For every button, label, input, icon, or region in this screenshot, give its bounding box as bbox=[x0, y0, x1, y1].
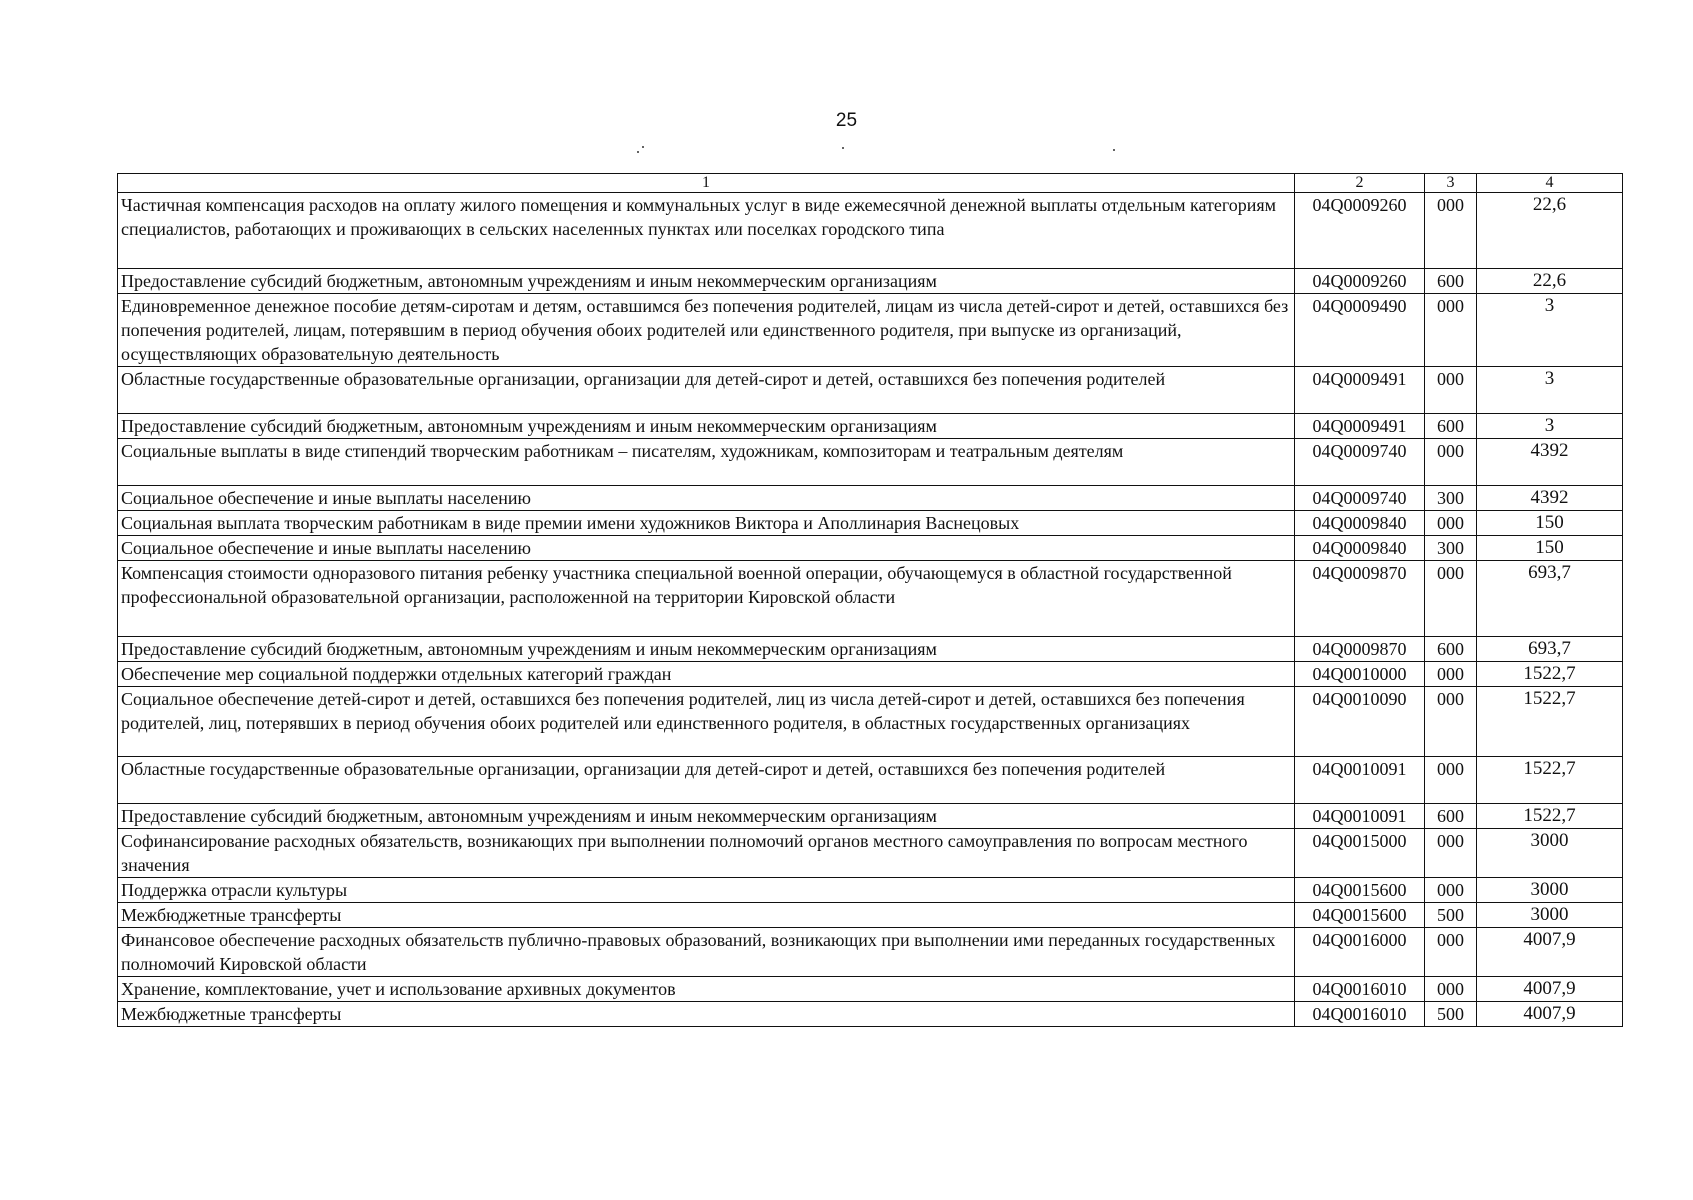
table-row bbox=[118, 687, 1623, 757]
row-expense-type: 000 bbox=[1425, 757, 1477, 804]
row-code: 04Q0010000 bbox=[1295, 662, 1425, 687]
row-amount: 1522,7 bbox=[1477, 662, 1623, 687]
table-row bbox=[118, 536, 1623, 561]
row-code: 04Q0010091 bbox=[1295, 804, 1425, 829]
scan-speck bbox=[637, 151, 639, 153]
row-expense-type: 000 bbox=[1425, 561, 1477, 637]
row-code: 04Q0016010 bbox=[1295, 1002, 1425, 1027]
row-amount: 4392 bbox=[1477, 439, 1623, 486]
row-amount: 4007,9 bbox=[1477, 977, 1623, 1002]
row-expense-type: 000 bbox=[1425, 193, 1477, 269]
row-expense-type: 000 bbox=[1425, 662, 1477, 687]
row-amount: 4007,9 bbox=[1477, 1002, 1623, 1027]
row-code: 04Q0009740 bbox=[1295, 439, 1425, 486]
row-amount: 3 bbox=[1477, 294, 1623, 367]
row-amount: 3 bbox=[1477, 414, 1623, 439]
table-row bbox=[118, 757, 1623, 804]
row-amount: 150 bbox=[1477, 511, 1623, 536]
row-description: Предоставление субсидий бюджетным, автономным учреждениям и иным некоммерческим организациям bbox=[118, 637, 1295, 662]
table-row bbox=[118, 511, 1623, 536]
row-amount: 4392 bbox=[1477, 486, 1623, 511]
row-expense-type: 000 bbox=[1425, 977, 1477, 1002]
table-row bbox=[118, 662, 1623, 687]
page-number: 25 bbox=[835, 110, 858, 131]
row-code: 04Q0009870 bbox=[1295, 561, 1425, 637]
row-code: 04Q0010091 bbox=[1295, 757, 1425, 804]
table-row bbox=[118, 486, 1623, 511]
row-description: Единовременное денежное пособие детям-сиротам и детям, оставшимся без попечения родителей, лицам из числа детей-сирот и детей, оставшихся без попечения родителей, лицам, потерявшим в период обучения обоих родителей или единственного родителя, при выпуске из организаций, осуществляющих образовательную деятельность bbox=[118, 294, 1295, 367]
row-amount: 1522,7 bbox=[1477, 804, 1623, 829]
row-description: Обеспечение мер социальной поддержки отдельных категорий граждан bbox=[118, 662, 1295, 687]
row-expense-type: 600 bbox=[1425, 414, 1477, 439]
row-code: 04Q0009740 bbox=[1295, 486, 1425, 511]
table-row bbox=[118, 439, 1623, 486]
row-code: 04Q0009870 bbox=[1295, 637, 1425, 662]
row-code: 04Q0009840 bbox=[1295, 511, 1425, 536]
row-amount: 693,7 bbox=[1477, 561, 1623, 637]
table-row bbox=[118, 977, 1623, 1002]
row-description: Софинансирование расходных обязательств, возникающих при выполнении полномочий органов местного самоуправления по вопросам местного значения bbox=[118, 829, 1295, 878]
row-amount: 22,6 bbox=[1477, 193, 1623, 269]
table-row bbox=[118, 804, 1623, 829]
table-body bbox=[118, 193, 1623, 1027]
row-amount: 22,6 bbox=[1477, 269, 1623, 294]
row-amount: 3000 bbox=[1477, 829, 1623, 878]
table-row bbox=[118, 193, 1623, 269]
row-expense-type: 000 bbox=[1425, 511, 1477, 536]
row-description: Социальное обеспечение и иные выплаты населению bbox=[118, 536, 1295, 561]
row-code: 04Q0015600 bbox=[1295, 878, 1425, 903]
row-description: Социальное обеспечение и иные выплаты населению bbox=[118, 486, 1295, 511]
row-expense-type: 600 bbox=[1425, 637, 1477, 662]
row-description: Межбюджетные трансферты bbox=[118, 903, 1295, 928]
row-description: Финансовое обеспечение расходных обязательств публично-правовых образований, возникающих при выполнении ими переданных государственных полномочий Кировской области bbox=[118, 928, 1295, 977]
row-description: Социальное обеспечение детей-сирот и детей, оставшихся без попечения родителей, лиц из числа детей-сирот и детей, оставшихся без попечения родителей, лиц, потерявших в период обучения обоих родителей или единственного родителя, в областных государственных организациях bbox=[118, 687, 1295, 757]
header-col-1: 1 bbox=[118, 174, 1295, 193]
table-row bbox=[118, 414, 1623, 439]
row-amount: 4007,9 bbox=[1477, 928, 1623, 977]
row-description: Поддержка отрасли культуры bbox=[118, 878, 1295, 903]
row-description: Предоставление субсидий бюджетным, автономным учреждениям и иным некоммерческим организациям bbox=[118, 414, 1295, 439]
row-description: Компенсация стоимости одноразового питания ребенку участника специальной военной операции, обучающемуся в областной государственной профессиональной образовательной организации, расположенной на территории Кировской области bbox=[118, 561, 1295, 637]
row-code: 04Q0016010 bbox=[1295, 977, 1425, 1002]
table-row bbox=[118, 1002, 1623, 1027]
row-expense-type: 500 bbox=[1425, 1002, 1477, 1027]
row-code: 04Q0009491 bbox=[1295, 414, 1425, 439]
row-expense-type: 500 bbox=[1425, 903, 1477, 928]
row-amount: 1522,7 bbox=[1477, 687, 1623, 757]
row-code: 04Q0010090 bbox=[1295, 687, 1425, 757]
row-description: Межбюджетные трансферты bbox=[118, 1002, 1295, 1027]
row-expense-type: 000 bbox=[1425, 439, 1477, 486]
row-amount: 3000 bbox=[1477, 878, 1623, 903]
row-description: Частичная компенсация расходов на оплату жилого помещения и коммунальных услуг в виде ежемесячной денежной выплаты отдельным категориям специалистов, работающих и проживающих в сельских населенных пунктах или поселках городского типа bbox=[118, 193, 1295, 269]
header-col-2: 2 bbox=[1295, 174, 1425, 193]
row-code: 04Q0015600 bbox=[1295, 903, 1425, 928]
row-amount: 3000 bbox=[1477, 903, 1623, 928]
row-amount: 1522,7 bbox=[1477, 757, 1623, 804]
row-expense-type: 000 bbox=[1425, 829, 1477, 878]
budget-table bbox=[117, 173, 1623, 1027]
row-description: Областные государственные образовательные организации, организации для детей-сирот и детей, оставшихся без попечения родителей bbox=[118, 757, 1295, 804]
row-expense-type: 000 bbox=[1425, 367, 1477, 414]
row-code: 04Q0009260 bbox=[1295, 269, 1425, 294]
header-col-3: 3 bbox=[1425, 174, 1477, 193]
row-description: Областные государственные образовательные организации, организации для детей-сирот и детей, оставшихся без попечения родителей bbox=[118, 367, 1295, 414]
header-col-4: 4 bbox=[1477, 174, 1623, 193]
row-expense-type: 000 bbox=[1425, 687, 1477, 757]
row-code: 04Q0009260 bbox=[1295, 193, 1425, 269]
row-expense-type: 300 bbox=[1425, 536, 1477, 561]
row-description: Хранение, комплектование, учет и использование архивных документов bbox=[118, 977, 1295, 1002]
row-description: Предоставление субсидий бюджетным, автономным учреждениям и иным некоммерческим организациям bbox=[118, 804, 1295, 829]
table-row bbox=[118, 878, 1623, 903]
row-expense-type: 000 bbox=[1425, 928, 1477, 977]
table-row bbox=[118, 928, 1623, 977]
header-row bbox=[118, 174, 1623, 193]
row-description: Социальные выплаты в виде стипендий творческим работникам – писателям, художникам, композиторам и театральным деятелям bbox=[118, 439, 1295, 486]
row-expense-type: 300 bbox=[1425, 486, 1477, 511]
scan-speck bbox=[1113, 149, 1115, 151]
table-row bbox=[118, 829, 1623, 878]
table-row bbox=[118, 637, 1623, 662]
row-code: 04Q0009490 bbox=[1295, 294, 1425, 367]
row-expense-type: 000 bbox=[1425, 294, 1477, 367]
row-code: 04Q0015000 bbox=[1295, 829, 1425, 878]
row-expense-type: 000 bbox=[1425, 878, 1477, 903]
scan-speck bbox=[642, 146, 644, 148]
table-row bbox=[118, 367, 1623, 414]
row-expense-type: 600 bbox=[1425, 804, 1477, 829]
table-row bbox=[118, 561, 1623, 637]
row-description: Социальная выплата творческим работникам в виде премии имени художников Виктора и Аполлинария Васнецовых bbox=[118, 511, 1295, 536]
table-row bbox=[118, 903, 1623, 928]
row-code: 04Q0016000 bbox=[1295, 928, 1425, 977]
row-code: 04Q0009840 bbox=[1295, 536, 1425, 561]
row-description: Предоставление субсидий бюджетным, автономным учреждениям и иным некоммерческим организациям bbox=[118, 269, 1295, 294]
table-row bbox=[118, 269, 1623, 294]
row-amount: 150 bbox=[1477, 536, 1623, 561]
row-expense-type: 600 bbox=[1425, 269, 1477, 294]
scan-speck bbox=[842, 147, 844, 149]
row-code: 04Q0009491 bbox=[1295, 367, 1425, 414]
row-amount: 3 bbox=[1477, 367, 1623, 414]
table-row bbox=[118, 294, 1623, 367]
row-amount: 693,7 bbox=[1477, 637, 1623, 662]
